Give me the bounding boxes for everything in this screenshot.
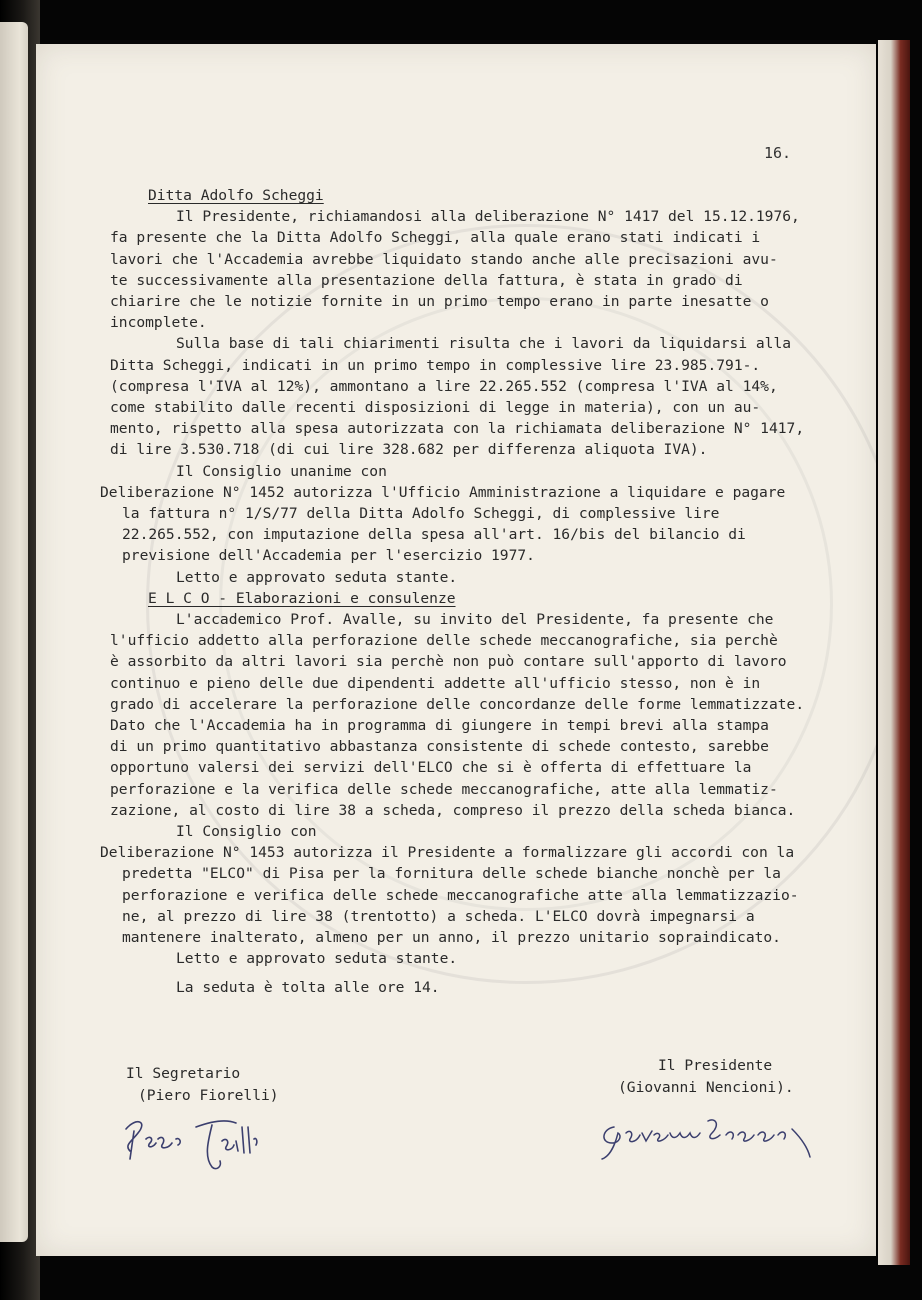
- section-heading: Ditta Adolfo Scheggi: [148, 187, 324, 204]
- paragraph-line: come stabilito dalle recenti disposizioni di legge in materia), con un au-: [110, 399, 761, 416]
- deliberation-line: Deliberazione N° 1452 autorizza l'Ufficio Amministrazione a liquidare e pagare: [100, 484, 786, 501]
- deliberation-line: la fattura n° 1/S/77 della Ditta Adolfo Scheggi, di complessive lire: [122, 505, 720, 522]
- council-line: Il Consiglio unanime con: [176, 463, 387, 480]
- closing-line: La seduta è tolta alle ore 14.: [176, 979, 440, 996]
- paragraph-line: mento, rispetto alla spesa autorizzata con la richiamata deliberazione N° 1417,: [110, 420, 805, 437]
- paragraph-line: L'accademico Prof. Avalle, su invito del Presidente, fa presente che: [176, 611, 774, 628]
- paragraph-line: chiarire che le notizie fornite in un primo tempo erano in parte inesatte o: [110, 293, 769, 310]
- approval-line: Letto e approvato seduta stante.: [176, 950, 458, 967]
- paragraph-line: di lire 3.530.718 (di cui lire 328.682 per differenza aliquota IVA).: [110, 441, 708, 458]
- deliberation-line: ne, al prezzo di lire 38 (trentotto) a scheda. L'ELCO dovrà impegnarsi a: [122, 908, 755, 925]
- deliberation-line: 22.265.552, con imputazione della spesa all'art. 16/bis del bilancio di: [122, 526, 746, 543]
- paragraph-line: grado di accelerare la perforazione delle concordanze delle forme lemmatizzate.: [110, 696, 805, 713]
- president-signature: [596, 1099, 836, 1169]
- left-page-edge: [0, 22, 28, 1242]
- paragraph-line: opportuno valersi dei servizi dell'ELCO che si è offerta di effettuare la: [110, 759, 752, 776]
- council-line: Il Consiglio con: [176, 823, 317, 840]
- president-title: Il Presidente: [658, 1057, 773, 1074]
- deliberation-line: Deliberazione N° 1453 autorizza il Presidente a formalizzare gli accordi con la: [100, 844, 795, 861]
- paragraph-line: Il Presidente, richiamandosi alla deliberazione N° 1417 del 15.12.1976,: [176, 208, 800, 225]
- paragraph-line: lavori che l'Accademia avrebbe liquidato stando anche alle precisazioni avu-: [110, 251, 778, 268]
- deliberation-line: mantenere inalterato, almeno per un anno, il prezzo unitario sopraindicato.: [122, 929, 781, 946]
- page-number: 16.: [764, 144, 792, 162]
- paragraph-line: Ditta Scheggi, indicati in un primo tempo in complessive lire 23.985.791-.: [110, 357, 761, 374]
- paragraph-line: fa presente che la Ditta Adolfo Scheggi, alla quale erano stati indicati i: [110, 229, 761, 246]
- paragraph-line: te successivamente alla presentazione della fattura, è stata in grado di: [110, 272, 743, 289]
- paragraph-line: continuo e pieno delle due dipendenti addette all'ufficio stesso, non è in: [110, 675, 761, 692]
- secretary-signature: [116, 1109, 286, 1179]
- document-page: [36, 44, 876, 1256]
- deliberation-line: predetta "ELCO" di Pisa per la fornitura delle schede bianche nonchè per la: [122, 865, 781, 882]
- president-name: (Giovanni Nencioni).: [618, 1079, 794, 1096]
- paragraph-line: perforazione e la verifica delle schede meccanografiche, atte alla lemmatiz-: [110, 781, 778, 798]
- paragraph-line: (compresa l'IVA al 12%), ammontano a lire 22.265.552 (compresa l'IVA al 14%,: [110, 378, 778, 395]
- approval-line: Letto e approvato seduta stante.: [176, 569, 458, 586]
- secretary-name: (Piero Fiorelli): [138, 1087, 279, 1104]
- paragraph-line: l'ufficio addetto alla perforazione delle schede meccanografiche, sia perchè: [110, 632, 778, 649]
- paragraph-line: Sulla base di tali chiarimenti risulta che i lavori da liquidarsi alla: [176, 335, 792, 352]
- book-side-edge: [878, 40, 910, 1265]
- section-heading: E L C O - Elaborazioni e consulenze: [148, 590, 456, 607]
- paragraph-line: di un primo quantitativo abbastanza consistente di schede contesto, sarebbe: [110, 738, 769, 755]
- paragraph-line: incomplete.: [110, 314, 207, 331]
- deliberation-line: previsione dell'Accademia per l'esercizio 1977.: [122, 547, 535, 564]
- paragraph-line: zazione, al costo di lire 38 a scheda, compreso il prezzo della scheda bianca.: [110, 802, 796, 819]
- paragraph-line: Dato che l'Accademia ha in programma di giungere in tempi brevi alla stampa: [110, 717, 769, 734]
- secretary-title: Il Segretario: [126, 1065, 241, 1082]
- paragraph-line: è assorbito da altri lavori sia perchè non può contare sull'apporto di lavoro: [110, 653, 787, 670]
- deliberation-line: perforazione e verifica delle schede meccanografiche atte alla lemmatizzazio-: [122, 887, 799, 904]
